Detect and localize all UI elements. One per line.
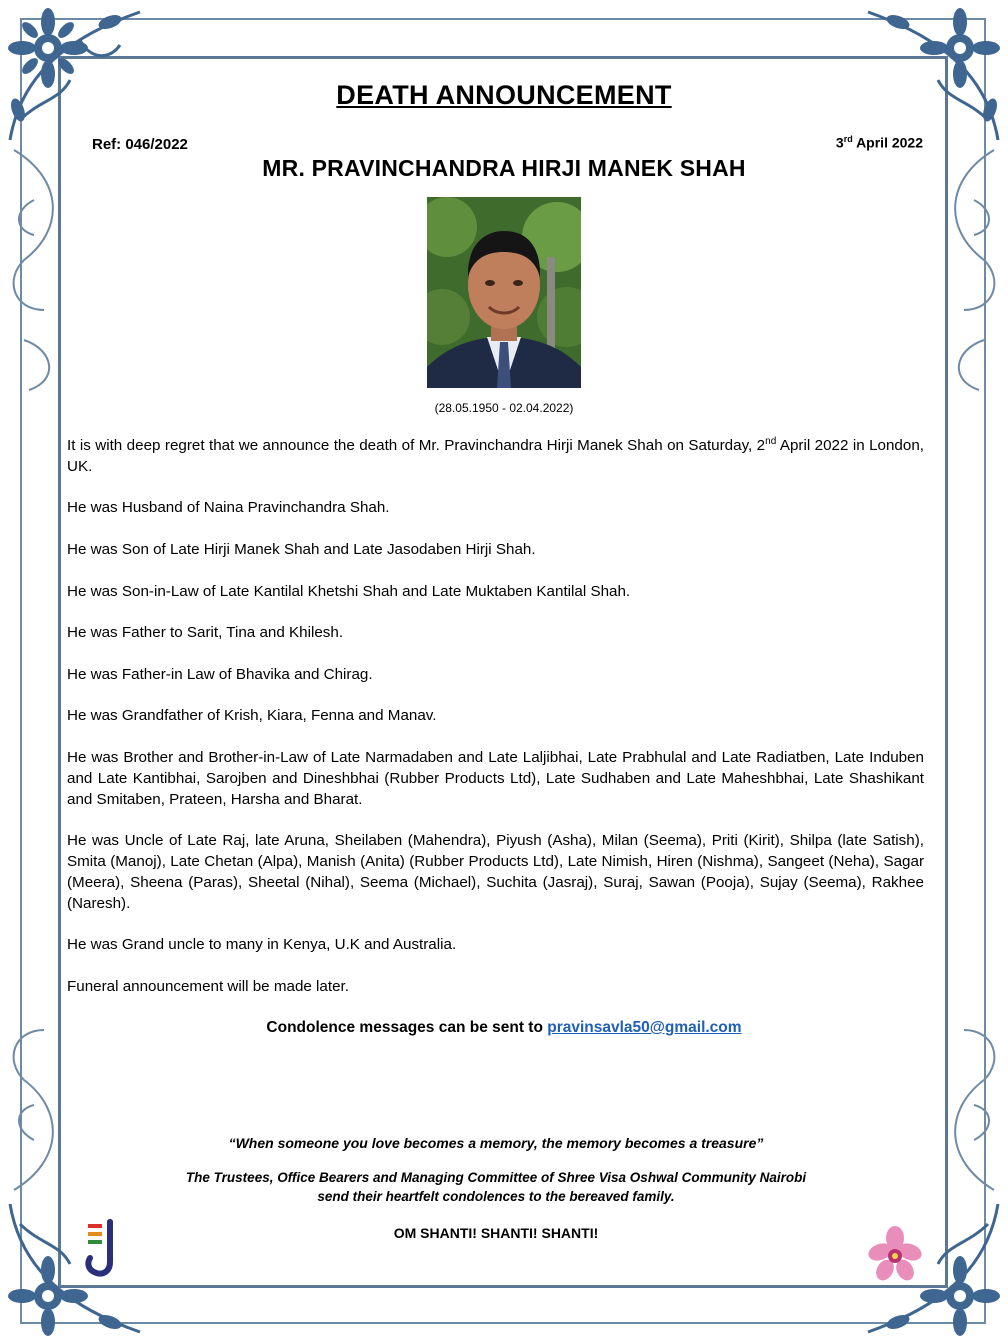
- corner-ornament-icon: [0, 0, 150, 150]
- life-dates: (28.05.1950 - 02.04.2022): [434, 401, 574, 415]
- portrait-photo: [427, 197, 581, 388]
- paragraph-funeral: Funeral announcement will be made later.: [67, 977, 349, 995]
- email-link[interactable]: pravinsavla50@gmail.com: [547, 1019, 742, 1036]
- paragraph-grand-uncle: He was Grand uncle to many in Kenya, U.K and Australia.: [67, 936, 457, 954]
- announcement-date: 3rd April 2022: [835, 134, 923, 151]
- trustees-line-1: The Trustees, Office Bearers and Managing Committee of Shree Visa Oshwal Community Nairobi: [185, 1170, 807, 1185]
- paragraph-son-in-law: He was Son-in-Law of Late Kantilal Khetshi Shah and Late Muktaben Kantilal Shah.: [67, 582, 631, 600]
- orchid-flower-icon: [868, 1226, 922, 1282]
- community-logo-icon: [84, 1218, 124, 1280]
- trustees-condolence: [0, 1168, 992, 1206]
- om-shanti: OM SHANTI! SHANTI! SHANTI!: [393, 1225, 599, 1241]
- swirl-ornament-icon: [4, 940, 74, 1200]
- corner-ornament-icon: [0, 1194, 150, 1344]
- paragraph-grandfather: He was Grandfather of Krish, Kiara, Fenna and Manav.: [67, 707, 437, 725]
- swirl-ornament-icon: [934, 940, 1004, 1200]
- deceased-name: MR. PRAVINCHANDRA HIRJI MANEK SHAH: [262, 155, 746, 181]
- corner-ornament-icon: [858, 0, 1008, 150]
- paragraph-father: He was Father to Sarit, Tina and Khilesh.: [67, 624, 344, 642]
- paragraph-son: He was Son of Late Hirji Manek Shah and Late Jasodaben Hirji Shah.: [67, 540, 536, 558]
- trustees-line-2: send their heartfelt condolences to the bereaved family.: [317, 1189, 675, 1204]
- page-title: DEATH ANNOUNCEMENT: [336, 80, 672, 110]
- reference-number: Ref: 046/2022: [92, 136, 188, 153]
- paragraph-father-in-law: He was Father-in Law of Bhavika and Chirag.: [67, 665, 373, 683]
- memorial-quote: “When someone you love becomes a memory, the memory becomes a treasure”: [228, 1135, 764, 1151]
- paragraph-husband: He was Husband of Naina Pravinchandra Shah.: [67, 499, 390, 517]
- paragraph-intro: It is with deep regret that we announce the death of Mr. Pravinchandra Hirji Manek Shah on Saturday, 2nd April 2022 in London, UK.: [67, 435, 924, 475]
- announcement-body: [67, 436, 924, 1018]
- paragraph-brother: He was Brother and Brother-in-Law of Late Narmadaben and Late Laljibhai, Late Prabhulal and Late Radiatben, Late Induben and Late Kantibhai, Sarojben and Dineshbhai (Rubber Products Ltd), Late Sudhaben and Late Maheshbhai, Late Shashikant and Smitaben, Prateen, Harsha and Bharat.: [67, 748, 924, 808]
- paragraph-uncle: He was Uncle of Late Raj, late Aruna, Sheilaben (Mahendra), Piyush (Asha), Milan (Seema), Priti (Kirit), Shilpa (late Satish), Smita (Manoj), Late Chetan (Alpa), Manish (Anita) (Rubber Products Ltd), Late Nimish, Hiren (Nishma), Sangeet (Neha), Sagar (Meera), Sheena (Paras), Sheetal (Nihal), Seema (Michael), Suchita (Jasraj), Suraj, Sawan (Pooja), Sujay (Seema), Rakhee (Naresh).: [67, 832, 924, 912]
- condolence-line: Condolence messages can be sent to pravinsavla50@gmail.com: [266, 1019, 742, 1036]
